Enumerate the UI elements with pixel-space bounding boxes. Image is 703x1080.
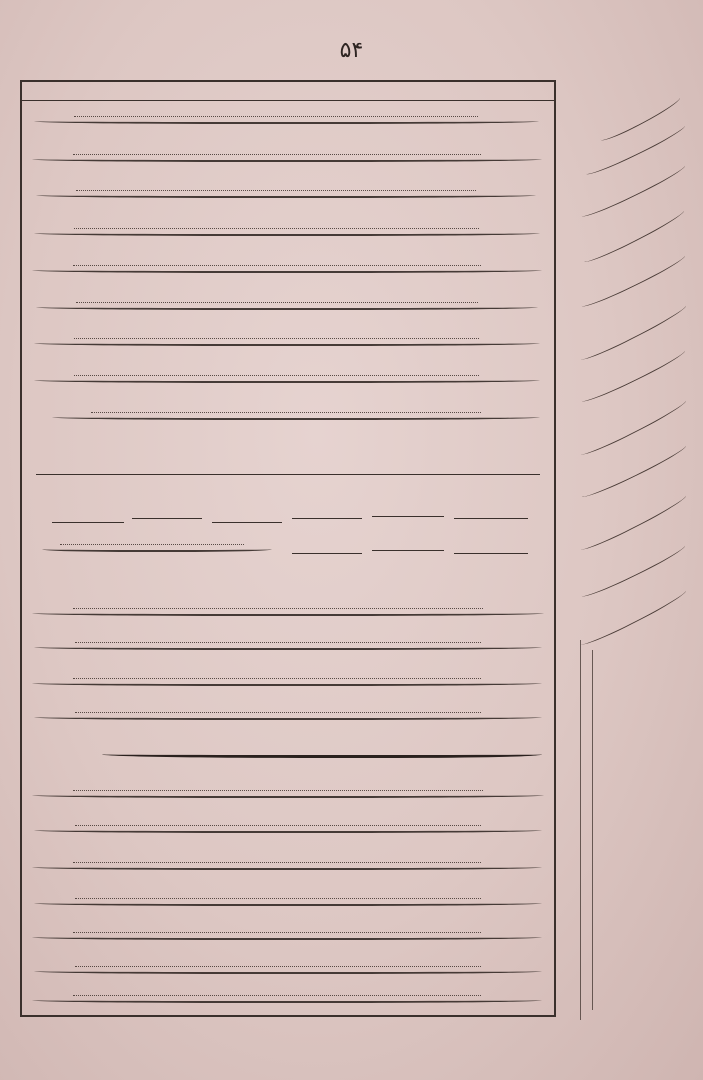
text-line <box>34 367 540 383</box>
installment-label <box>372 500 444 517</box>
margin-note-vertical <box>592 650 603 1010</box>
installment-label <box>212 506 282 523</box>
text-line <box>34 890 542 906</box>
margin-note-line <box>578 586 688 649</box>
text-line <box>32 257 542 273</box>
text-line <box>42 536 272 552</box>
text-line <box>32 782 544 798</box>
text-line <box>36 294 538 310</box>
header-rule <box>22 100 554 101</box>
text-line <box>34 704 542 720</box>
margin-note-vertical <box>580 640 591 1020</box>
text-line <box>34 817 542 833</box>
text-line <box>32 987 542 1003</box>
installments-rule <box>36 474 540 475</box>
text-line <box>32 146 542 162</box>
main-text-frame <box>20 80 556 1017</box>
text-line <box>34 958 542 974</box>
text-line <box>32 600 544 616</box>
installment-label <box>292 537 362 554</box>
text-line <box>32 854 542 870</box>
text-line <box>34 108 539 124</box>
installment-label <box>52 506 124 523</box>
installment-label <box>292 502 362 519</box>
page-number: ۵۴ <box>339 38 364 63</box>
text-line <box>32 670 542 686</box>
margin-note-line <box>578 491 688 554</box>
text-line <box>34 330 540 346</box>
section-heading <box>102 737 542 758</box>
text-line <box>32 924 542 940</box>
installment-label <box>454 537 528 554</box>
installment-label <box>132 502 202 519</box>
text-line <box>34 220 540 236</box>
text-line <box>52 404 540 420</box>
margin-note-line <box>579 541 687 601</box>
installment-label <box>454 502 528 519</box>
text-line <box>34 634 542 650</box>
text-line <box>36 182 536 198</box>
margin-note-line <box>579 251 687 311</box>
installment-label <box>372 534 444 551</box>
